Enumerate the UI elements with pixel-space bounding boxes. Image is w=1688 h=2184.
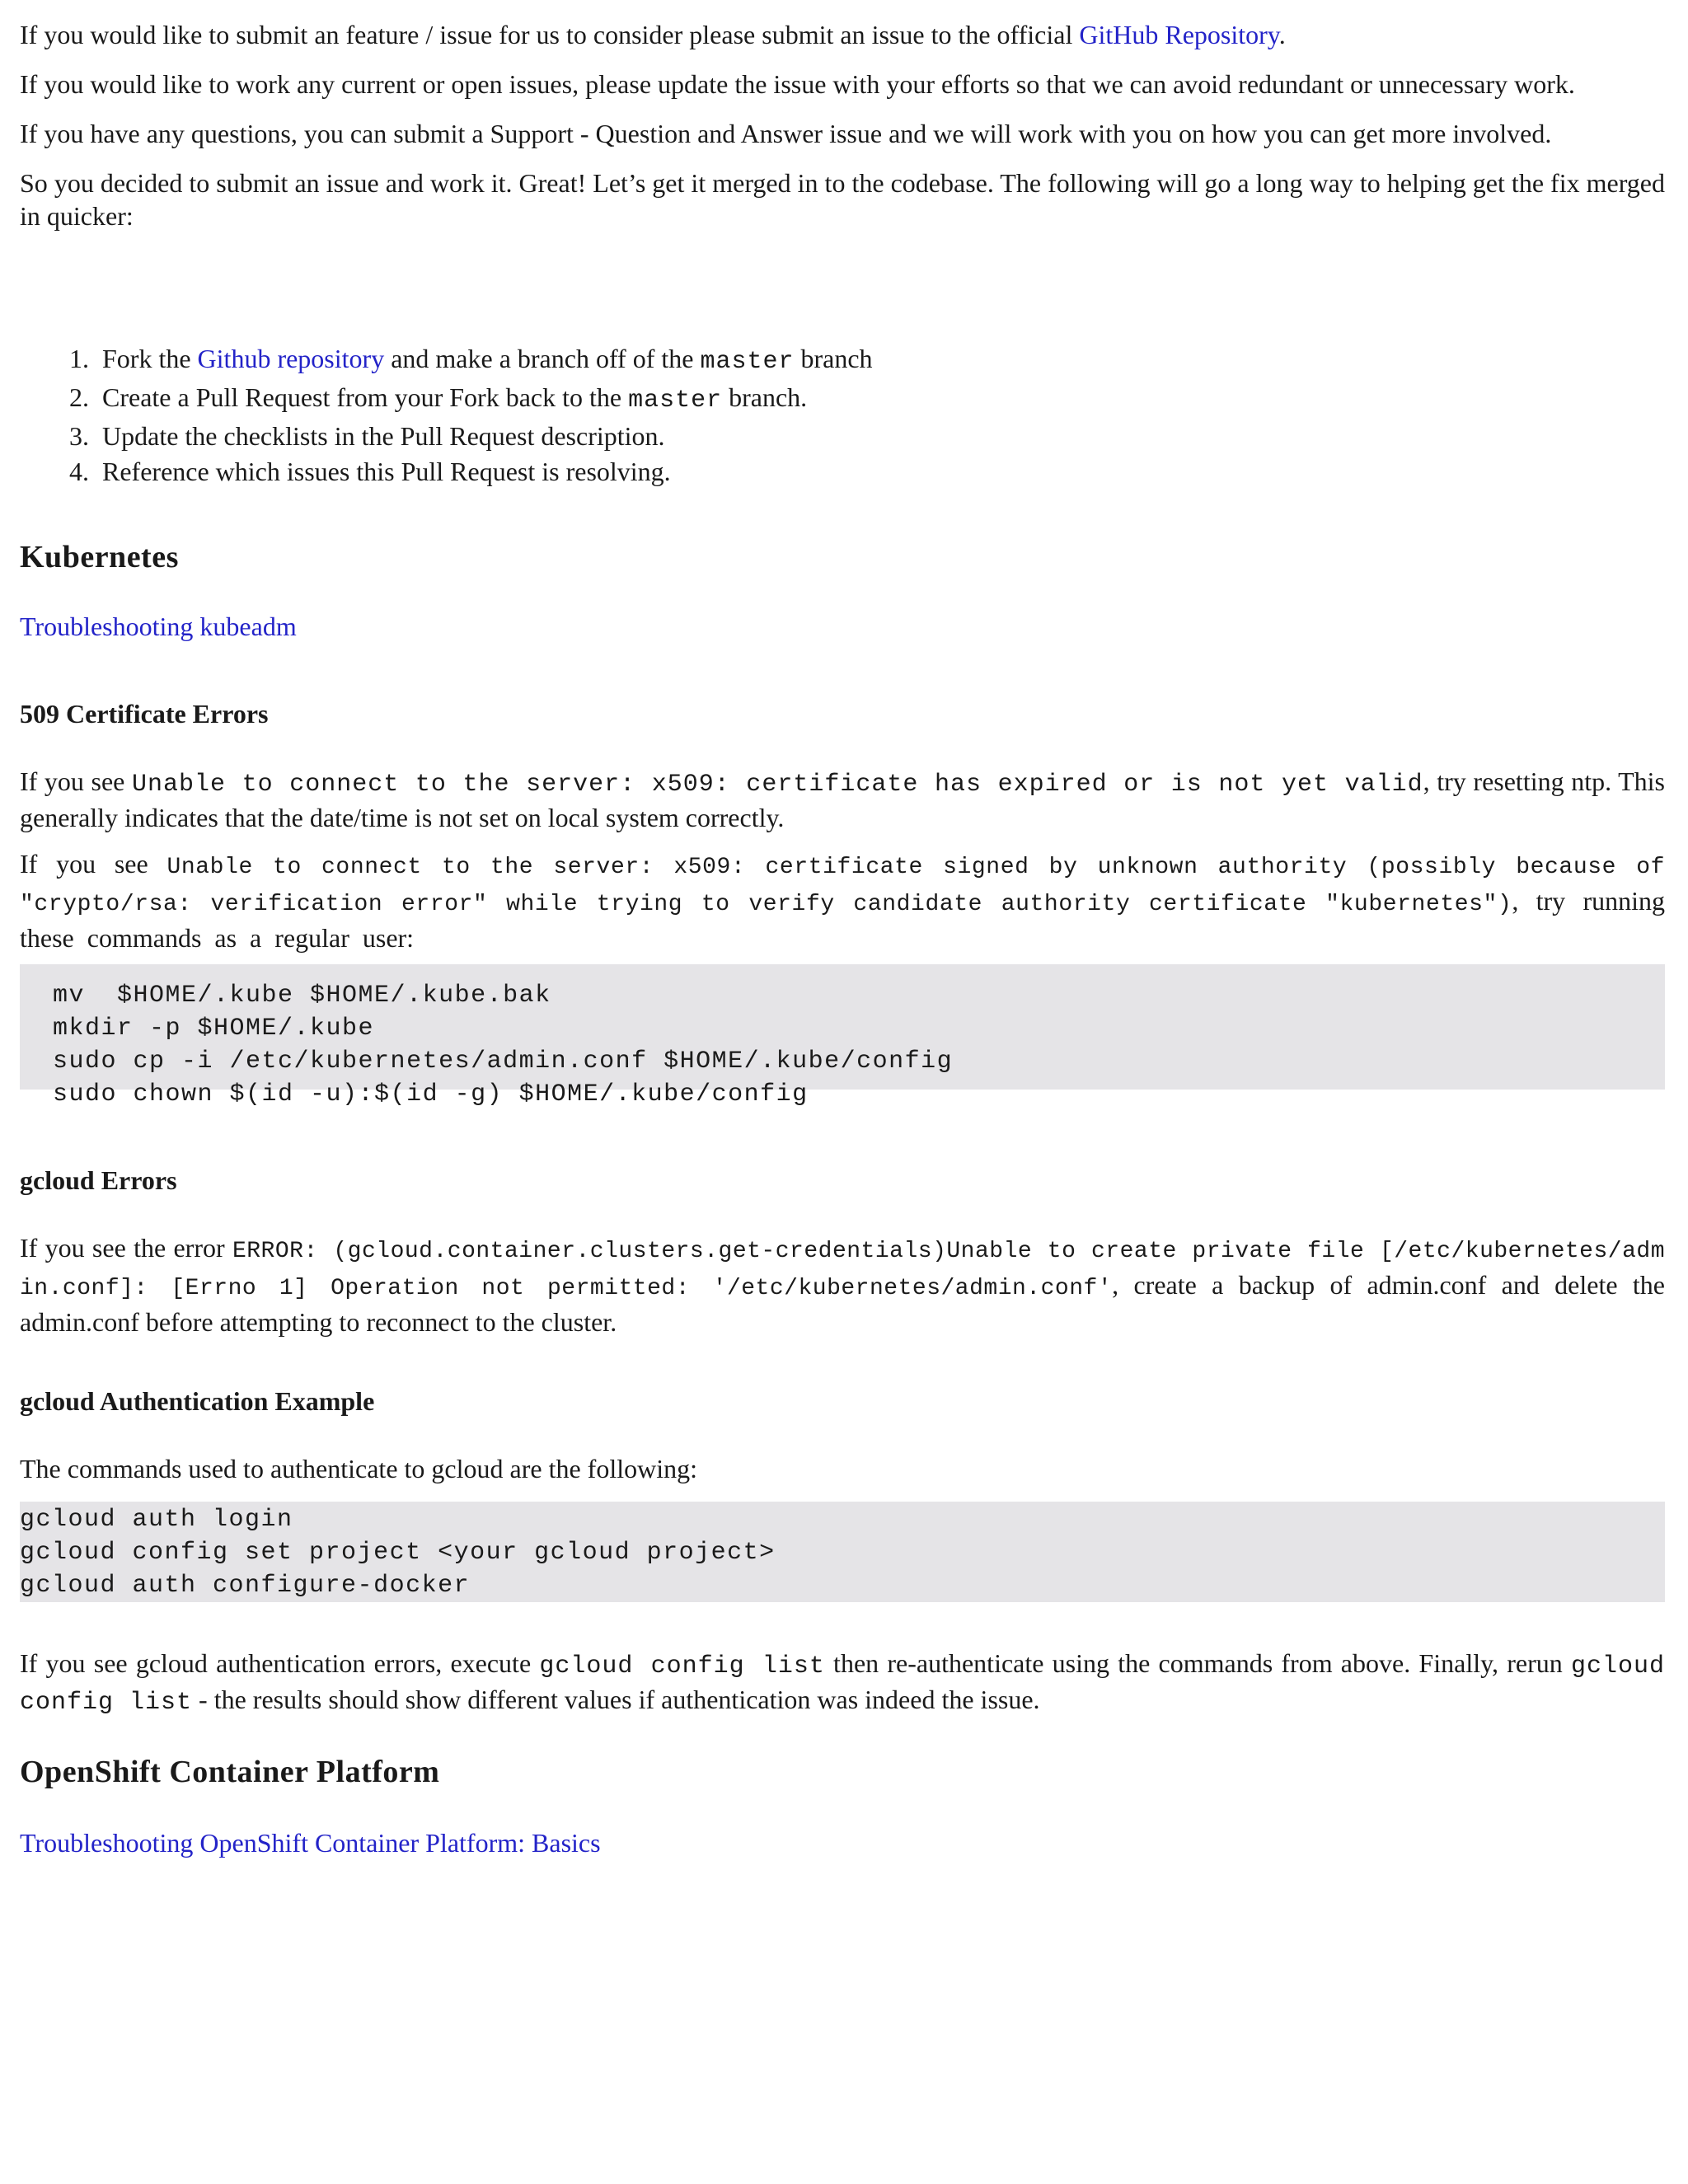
inline-code: gcloud config list (20, 1652, 1665, 1717)
list-item-text: Reference which issues this Pull Request is resolving. (102, 457, 671, 486)
cert-text: If you see (20, 849, 167, 879)
intro-paragraph-1 (20, 18, 1665, 51)
step-text: Create a Pull Request from your Fork back to the (102, 382, 629, 412)
troubleshooting-kubeadm-link[interactable]: Troubleshooting kubeadm (20, 612, 297, 641)
troubleshooting-openshift-link[interactable]: Troubleshooting OpenShift Container Platform: Basics (20, 1828, 601, 1858)
intro-paragraph-4: So you decided to submit an issue and work it. Great! Let’s get it merged in to the codebase. The following will go a long way to helping get the fix merged in quicker: (20, 168, 1665, 231)
auth-text: then re-authenticate using the commands from above. Finally, rerun (824, 1648, 1571, 1678)
auth-text: - the results should show different values if authentication was indeed the issue. (192, 1685, 1040, 1714)
steps-list (20, 341, 1665, 490)
intro-text: If you would like to submit an feature / issue for us to consider please submit an issue to the official (20, 20, 1080, 49)
cert-paragraph-1 (20, 765, 1665, 834)
inline-code: master (628, 387, 723, 415)
gcloud-text: If you see the error (20, 1233, 232, 1263)
code-block-gcloud-auth: gcloud auth login gcloud config set project <your gcloud project> gcloud auth configure-docker (20, 1502, 1665, 1602)
subsection-heading-gcloud-errors: gcloud Errors (20, 1165, 177, 1195)
inline-code: ERROR: (gcloud.container.clusters.get-credentials)Unable to create private file [/etc/kubernetes/admin.conf]: [Errno 1] Operation not permitted: '/etc/kubernetes/admin.conf' (20, 1239, 1666, 1301)
github-repository-link-2[interactable]: Github repository (197, 344, 385, 373)
inline-code: master (700, 348, 795, 376)
list-item-text (102, 341, 873, 380)
list-number: 3. (69, 421, 89, 451)
inline-code: Unable to connect to the server: x509: certificate signed by unknown authority (possibly because of "crypto/rsa: verification error" while trying to verify candidate authority certificate "kubernetes") (20, 855, 1666, 917)
list-item-text (102, 380, 807, 419)
subsection-heading-gcloud-auth: gcloud Authentication Example (20, 1386, 375, 1416)
list-item (20, 380, 1665, 419)
cert-text: , try resetting ntp. This generally indicates that the date/time is not set on local system correctly. (20, 766, 1666, 832)
list-item (20, 419, 1665, 454)
subsection-heading-cert: 509 Certificate Errors (20, 699, 269, 729)
list-number: 2. (69, 382, 89, 412)
section-heading-kubernetes: Kubernetes (20, 540, 179, 574)
github-repository-link[interactable]: GitHub Repository (1079, 20, 1279, 49)
cert-text: , try running these commands as a regular user: (20, 886, 1665, 953)
list-item-text: Update the checklists in the Pull Request description. (102, 421, 665, 451)
inline-code: Unable to connect to the server: x509: certificate has expired or is not yet valid (131, 771, 1423, 799)
gcloud-text: , create a backup of admin.conf and delete the admin.conf before attempting to reconnect to the cluster. (20, 1270, 1666, 1337)
inline-code: gcloud config list (539, 1652, 825, 1680)
step-text: and make a branch off of the (384, 344, 701, 373)
intro-paragraph-3: If you have any questions, you can submit a Support - Question and Answer issue and we will work with you on how you can get more involved. (20, 119, 1552, 148)
kubeadm-link-paragraph (20, 610, 1665, 643)
openshift-link-paragraph (20, 1826, 1665, 1859)
cert-paragraph-2 (20, 847, 1665, 954)
list-item (20, 341, 1665, 380)
auth-text: If you see gcloud authentication errors, execute (20, 1648, 540, 1678)
section-heading-openshift: OpenShift Container Platform (20, 1755, 440, 1789)
list-item (20, 454, 1665, 490)
step-text: Fork the (102, 344, 198, 373)
list-number: 4. (69, 457, 89, 486)
gcloud-error-paragraph (20, 1231, 1665, 1338)
list-number: 1. (69, 344, 89, 373)
code-block-kubeconfig: mv $HOME/.kube $HOME/.kube.bak mkdir -p $HOME/.kube sudo cp -i /etc/kubernetes/admin.conf $HOME/.kube/config sudo chown $(id -u):$(id -g) $HOME/.kube/config (20, 964, 1665, 1090)
intro-paragraph-2: If you would like to work any current or open issues, please update the issue with your efforts so that we can avoid redundant or unnecessary work. (20, 69, 1575, 99)
step-text: branch (794, 344, 873, 373)
intro-text: . (1278, 20, 1286, 49)
gcloud-auth-intro: The commands used to authenticate to gcloud are the following: (20, 1454, 697, 1483)
step-text: branch. (722, 382, 808, 412)
intro-section (20, 18, 1665, 249)
cert-text: If you see (20, 766, 132, 796)
gcloud-auth-paragraph (20, 1647, 1665, 1719)
